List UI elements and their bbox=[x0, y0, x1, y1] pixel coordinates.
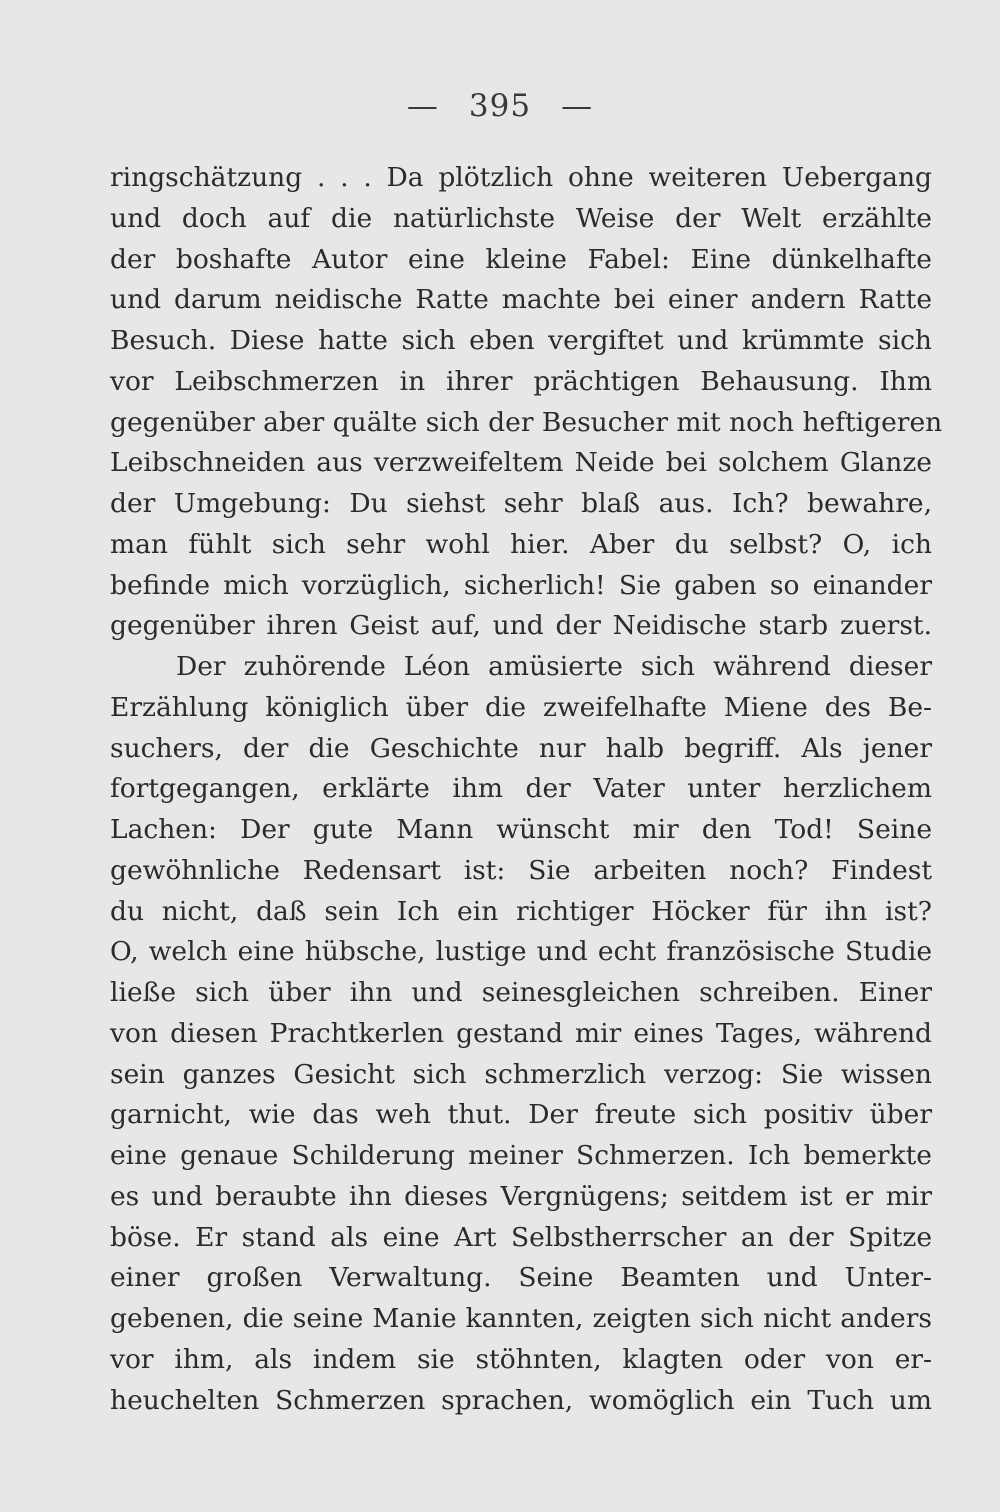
text-line: gegenüber aber quälte sich der Besucher mit noch heftigeren bbox=[110, 406, 943, 438]
text-line: O, welch eine hübsche, lustige und echt französische Studie bbox=[110, 936, 932, 968]
text-line: Leibschneiden aus verzweifeltem Neide bei solchem Glanze bbox=[110, 447, 932, 479]
text-line: befinde mich vorzüglich, sicherlich! Sie gaben so einander bbox=[110, 569, 932, 601]
text-line: Lachen: Der gute Mann wünscht mir den Tod! Seine bbox=[110, 814, 932, 845]
text-line: gebenen, die seine Manie kannten, zeigten sich nicht anders bbox=[110, 1303, 932, 1334]
text-line: vor ihm, als indem sie stöhnten, klagten oder von er- bbox=[110, 1343, 932, 1375]
text-line: heuchelten Schmerzen sprachen, womöglich ein Tuch um bbox=[110, 1384, 932, 1416]
text-line: du nicht, daß sein Ich ein richtiger Höcker für ihn ist? bbox=[110, 895, 932, 927]
text-line: einer großen Verwaltung. Seine Beamten und Unter- bbox=[110, 1262, 932, 1294]
paragraph-start-line: Der zuhörende Léon amüsierte sich während dieser bbox=[176, 651, 932, 682]
text-line: der boshafte Autor eine kleine Fabel: Eine dünkelhafte bbox=[110, 243, 932, 275]
text-line: der Umgebung: Du siehst sehr blaß aus. Ich? bewahre, bbox=[110, 488, 932, 519]
page-number-dash-right: — bbox=[561, 88, 594, 124]
body-text bbox=[110, 158, 943, 1421]
text-line: ließe sich über ihn und seinesgleichen schreiben. Einer bbox=[110, 977, 932, 1008]
text-line: Erzählung königlich über die zweifelhafte Miene des Be- bbox=[110, 691, 932, 723]
text-line: fortgegangen, erklärte ihm der Vater unter herzlichem bbox=[110, 773, 932, 805]
text-line: und darum neidische Ratte machte bei einer andern Ratte bbox=[110, 284, 932, 316]
text-line: gegenüber ihren Geist auf, und der Neidische starb zuerst. bbox=[110, 610, 932, 642]
text-line: sein ganzes Gesicht sich schmerzlich verzog: Sie wissen bbox=[110, 1058, 932, 1090]
text-line: vor Leibschmerzen in ihrer prächtigen Behausung. Ihm bbox=[110, 365, 932, 397]
text-line: gewöhnliche Redensart ist: Sie arbeiten noch? Findest bbox=[110, 854, 932, 886]
page-number-dash-left: — bbox=[406, 88, 439, 124]
text-line: man fühlt sich sehr wohl hier. Aber du selbst? O, ich bbox=[110, 528, 932, 560]
page-number bbox=[0, 88, 1000, 124]
text-line: eine genaue Schilderung meiner Schmerzen. Ich bemerkte bbox=[110, 1140, 932, 1171]
text-line: und doch auf die natürlichste Weise der Welt erzählte bbox=[110, 202, 932, 234]
page-number-value: 395 bbox=[468, 88, 532, 124]
text-line: Besuch. Diese hatte sich eben vergiftet und krümmte sich bbox=[110, 325, 932, 356]
text-line: böse. Er stand als eine Art Selbstherrscher an der Spitze bbox=[110, 1221, 932, 1253]
text-line: suchers, der die Geschichte nur halb begriff. Als jener bbox=[110, 732, 932, 764]
text-line: garnicht, wie das weh thut. Der freute sich positiv über bbox=[110, 1099, 932, 1131]
text-line: von diesen Prachtkerlen gestand mir eines Tages, während bbox=[110, 1017, 932, 1049]
text-line: ringschätzung . . . Da plötzlich ohne weiteren Uebergang bbox=[110, 162, 932, 193]
text-line: es und beraubte ihn dieses Vergnügens; seitdem ist er mir bbox=[110, 1180, 932, 1212]
